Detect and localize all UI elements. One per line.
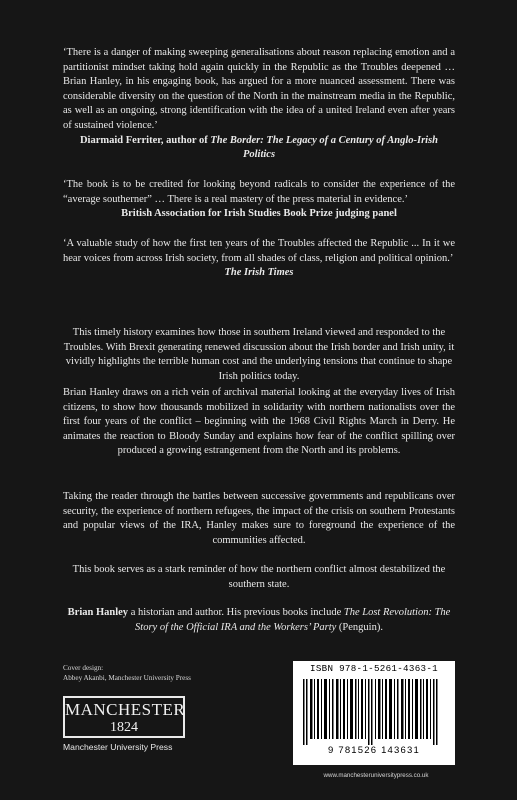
publisher-logo [63, 696, 185, 738]
paragraph-text: Brian Hanley draws on a rich vein of archival material looking at the everyday lives of Irish citizens, to show how thousands mobilized in solidarity with northern nationalists over the first four years of the conflict – beginning with the 1968 Civil Rights March in Derry. He animates the reaction to Bloody Sunday and explains how fear of the conflict spilling over produced a growing estrangement from the North and its problems. [63, 387, 455, 457]
credit-name: Abbey Akanbi, Manchester University Press [63, 673, 191, 682]
credit-label: Cover design: [63, 664, 104, 672]
quote-text: ‘A valuable study of how the first ten years of the Troubles affected the Republic ... In it we hear voices from across Irish society, from all shades of class, religion and political opinion.’ [63, 238, 455, 264]
quote-attribution [63, 266, 455, 281]
attribution-name: Diarmaid Ferriter, author of [79, 134, 208, 146]
paragraph-text: This book serves as a stark reminder of how the northern conflict almost destabilized the southern state. [72, 564, 446, 590]
review-quote-2 [63, 178, 455, 222]
attribution-name: British Association for Irish Studies Book Prize judging panel [121, 208, 397, 220]
quote-attribution [63, 134, 455, 163]
quote-attribution [63, 207, 455, 222]
author-bio-text [63, 606, 455, 635]
author-bio [63, 606, 455, 635]
bio-text: a historian and author. His previous books include [128, 607, 344, 618]
blurb-paragraph-4 [63, 563, 455, 592]
blurb-paragraph-1 [63, 326, 455, 384]
publisher-name: Manchester University Press [63, 742, 173, 752]
isbn-barcode [293, 661, 455, 765]
quote-text: ‘The book is to be credited for looking beyond radicals to consider the experience of the “average southerner” … There is a real mastery of the press material in evidence.’ [63, 179, 455, 205]
author-name: Brian Hanley [67, 607, 129, 618]
isbn-label: ISBN 978-1-5261-4363-1 [310, 663, 438, 674]
ean-digits: 9 781526 143631 [328, 745, 420, 756]
paragraph-text: Taking the reader through the battles between successive governments and republicans over security, the experience of northern refugees, the impact of the crisis on southern Protestants and popular views of the IRA, Hanley makes sure to foreground the experience of the communities affected. [63, 491, 455, 546]
attribution-book-title: The Border: The Legacy of a Century of Anglo-Irish Politics [210, 134, 439, 161]
review-quote-3 [63, 237, 455, 281]
logo-word: MANCHESTER [65, 700, 186, 719]
barcode-bars [301, 679, 447, 745]
blurb-paragraph-2 [63, 386, 455, 459]
attribution-publication: The Irish Times [224, 267, 294, 279]
publisher-website: www.manchesteruniversitypress.co.uk [323, 772, 429, 779]
paragraph-text: This timely history examines how those in southern Ireland viewed and responded to the Troubles. With Brexit generating renewed discussion about the Irish border and Irish unity, it vividly highlights the terrible human cost and the underlying tensions that continue to shape Irish politics today. [63, 327, 455, 382]
blurb-paragraph-3 [63, 490, 455, 548]
cover-design-credit [63, 664, 191, 683]
logo-year: 1824 [110, 720, 138, 735]
quote-text: ‘There is a danger of making sweeping generalisations about reason replacing emotion and a partitionist mindset taking hold again quickly in the Republic as the Troubles deepened … Brian Hanley, in his engaging book, has argued for a more nuanced assessment. There was considerable diversity on the question of the North in the mainstream media in the Republic, as well as an ongoing, strong identification with the idea of a united Ireland even after years of sustained violence.’ [63, 47, 455, 131]
bio-text-end: (Penguin). [336, 621, 383, 633]
review-quote-1 [63, 46, 455, 163]
previous-book-title: The Lost Revolution: The Story of the Official IRA and the Workers’ Party [135, 607, 451, 633]
